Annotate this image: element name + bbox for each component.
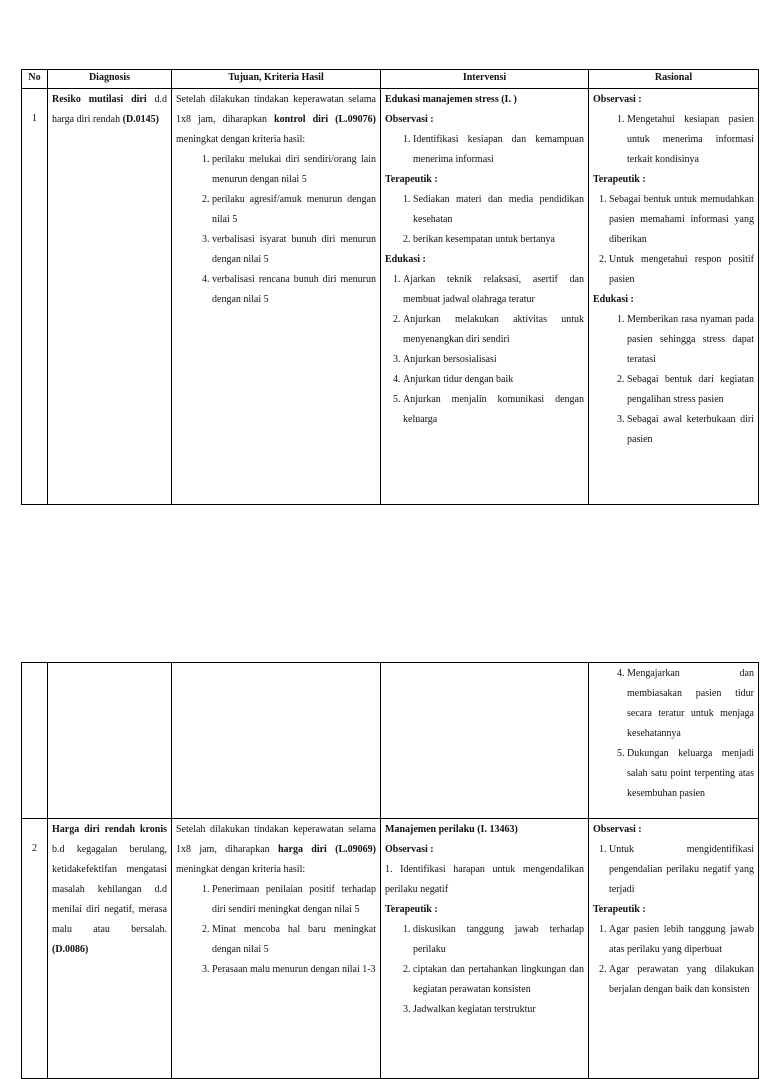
list-item: 4. verbalisasi rencana bunuh diri menurun dengan nilai 5 — [212, 270, 376, 310]
intervensi-cell — [381, 89, 589, 505]
list-item: 1. perilaku melukai diri sendiri/orang lain menurun dengan nilai 5 — [212, 150, 376, 190]
list-item: 3. Perasaan malu menurun dengan nilai 1-3 — [212, 960, 376, 980]
header-rasional: Rasional — [589, 70, 759, 89]
diagnosis-title: Harga diri rendah kronis — [52, 824, 167, 835]
tujuan-cell — [172, 819, 381, 1079]
rasional-observasi-list — [593, 840, 754, 900]
list-item: 1. Sebagai bentuk untuk memudahkan pasien memahami informasi yang diberikan — [609, 190, 754, 250]
list-item: 3. Sebagai awal keterbukaan diri pasien — [627, 410, 754, 450]
observasi-label: Observasi : — [385, 114, 434, 125]
tujuan-outro: meningkat dengan kriteria hasil: — [176, 134, 306, 145]
rasional-terapeutik-list — [593, 920, 754, 1000]
diagnosis-text: b.d kegagalan berulang, ketidakefektifan mengatasi masalah kehilangan d.d menilai diri negatif, merasa malu atau bersalah. — [52, 844, 167, 935]
header-no: No — [22, 70, 48, 89]
tujuan-intro: Setelah dilakukan tindakan keperawatan selama 1x8 jam, diharapkan — [176, 824, 376, 855]
diagnosis-text: d.d harga diri rendah — [52, 94, 168, 125]
tujuan-cell — [172, 89, 381, 505]
rasional-observasi-label: Observasi : — [593, 94, 642, 105]
rasional-terapeutik-label: Terapeutik : — [593, 174, 646, 185]
empty-cell — [381, 663, 589, 819]
rasional-observasi-label: Observasi : — [593, 824, 642, 835]
header-tujuan: Tujuan, Kriteria Hasil — [172, 70, 381, 89]
tujuan-outcome: kontrol diri (L.09076) — [274, 114, 376, 125]
rasional-edukasi-list-continued — [593, 664, 754, 804]
nursing-care-table-2 — [21, 662, 759, 1079]
header-intervensi: Intervensi — [381, 70, 589, 89]
list-item: 1. Ajarkan teknik relaksasi, asertif dan membuat jadwal olahraga teratur — [403, 270, 584, 310]
list-item: 2. Untuk mengetahui respon positif pasien — [609, 250, 754, 290]
list-item: 1. Penerimaan penilaian positif terhadap diri sendiri meningkat dengan nilai 5 — [212, 880, 376, 920]
intervensi-title: Manajemen perilaku (I. 13463) — [385, 824, 518, 835]
observasi-label: Observasi : — [385, 844, 434, 855]
rasional-observasi-list — [593, 110, 754, 170]
table-row — [22, 89, 759, 505]
table-row — [22, 819, 759, 1079]
list-item: 1. Memberikan rasa nyaman pada pasien sehingga stress dapat teratasi — [627, 310, 754, 370]
list-item: 4. Anjurkan tidur dengan baik — [403, 370, 584, 390]
rasional-cell-continued — [589, 663, 759, 819]
diagnosis-cell — [48, 89, 172, 505]
list-item: 2. ciptakan dan pertahankan lingkungan dan kegiatan perawatan konsisten — [413, 960, 584, 1000]
edukasi-label: Edukasi : — [385, 254, 426, 265]
table-row-continued — [22, 663, 759, 819]
list-item: 2. Agar perawatan yang dilakukan berjalan dengan baik dan konsisten — [609, 960, 754, 1000]
diagnosis-title: Resiko mutilasi diri — [52, 94, 147, 105]
list-item: 1. Untuk mengidentifikasi pengendalian perilaku negatif yang terjadi — [609, 840, 754, 900]
list-item: 1. Sediakan materi dan media pendidikan kesehatan — [413, 190, 584, 230]
list-item: 2. Anjurkan melakukan aktivitas untuk menyenangkan diri sendiri — [403, 310, 584, 350]
row-number: 2 — [22, 819, 48, 1079]
rasional-edukasi-label: Edukasi : — [593, 294, 634, 305]
empty-cell — [48, 663, 172, 819]
tujuan-outro: meningkat dengan kriteria hasil: — [176, 864, 306, 875]
rasional-cell — [589, 819, 759, 1079]
diagnosis-cell — [48, 819, 172, 1079]
intervensi-cell — [381, 819, 589, 1079]
empty-cell — [172, 663, 381, 819]
observasi-list — [385, 130, 584, 170]
empty-cell — [22, 663, 48, 819]
rasional-terapeutik-list — [593, 190, 754, 290]
intervensi-title: Edukasi manajemen stress (I. ) — [385, 94, 517, 105]
edukasi-list — [385, 270, 584, 430]
list-item: 3. Jadwalkan kegiatan terstruktur — [413, 1000, 584, 1020]
nursing-care-table-1 — [21, 69, 759, 505]
list-item: 1. Agar pasien lebih tanggung jawab atas perilaku yang diperbuat — [609, 920, 754, 960]
list-item: 4. Mengajarkan dan membiasakan pasien tidur secara teratur untuk menjaga kesehatannya — [627, 664, 754, 744]
terapeutik-list — [385, 190, 584, 250]
table-header-row — [22, 70, 759, 89]
kriteria-list — [176, 880, 376, 980]
list-item: 5. Dukungan keluarga menjadi salah satu point terpenting atas kesembuhan pasien — [627, 744, 754, 804]
kriteria-list — [176, 150, 376, 310]
list-item: 1. Mengetahui kesiapan pasien untuk menerima informasi terkait kondisinya — [627, 110, 754, 170]
terapeutik-label: Terapeutik : — [385, 904, 438, 915]
list-item: 1. diskusikan tanggung jawab terhadap perilaku — [413, 920, 584, 960]
diagnosis-code: (D.0086) — [52, 944, 89, 955]
list-item: 3. verbalisasi isyarat bunuh diri menurun dengan nilai 5 — [212, 230, 376, 270]
terapeutik-label: Terapeutik : — [385, 174, 438, 185]
tujuan-intro: Setelah dilakukan tindakan keperawatan selama 1x8 jam, diharapkan — [176, 94, 376, 125]
rasional-terapeutik-label: Terapeutik : — [593, 904, 646, 915]
list-item: 3. Anjurkan bersosialisasi — [403, 350, 584, 370]
tujuan-outcome: harga diri (L.09069) — [277, 844, 376, 855]
list-item: 2. Minat mencoba hal baru meningkat dengan nilai 5 — [212, 920, 376, 960]
list-item: 2. Sebagai bentuk dari kegiatan pengalihan stress pasien — [627, 370, 754, 410]
list-item: 5. Anjurkan menjalin komunikasi dengan keluarga — [403, 390, 584, 430]
list-item: 2. perilaku agresif/amuk menurun dengan nilai 5 — [212, 190, 376, 230]
diagnosis-code: (D.0145) — [122, 114, 160, 125]
list-item: 1. Identifikasi kesiapan dan kemampuan menerima informasi — [413, 130, 584, 170]
row-number: 1 — [22, 89, 48, 505]
header-diagnosis: Diagnosis — [48, 70, 172, 89]
rasional-cell — [589, 89, 759, 505]
observasi-text: 1. Identifikasi harapan untuk mengendalikan perilaku negatif — [385, 864, 584, 895]
terapeutik-list — [385, 920, 584, 1020]
rasional-edukasi-list — [593, 310, 754, 450]
list-item: 2. berikan kesempatan untuk bertanya — [413, 230, 584, 250]
